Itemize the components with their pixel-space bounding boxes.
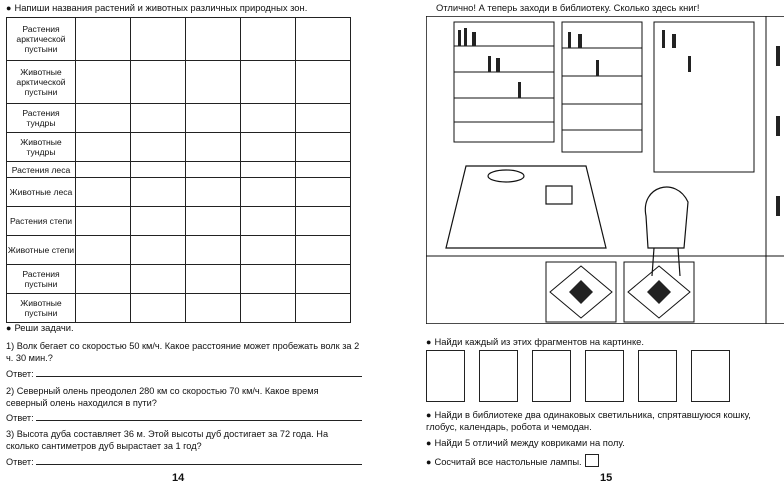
answer-cell[interactable] [296,207,351,236]
task-solve: ● Реши задачи. [6,322,74,333]
bullet-icon: ● [426,410,432,420]
answer-cell[interactable] [131,18,186,61]
row-label: Животные пустыни [7,294,76,323]
answer-cell[interactable] [296,104,351,133]
answer-cell[interactable] [241,104,296,133]
task-lamps: ● Сосчитай все настольные лампы. [426,454,599,468]
answer-cell[interactable] [131,178,186,207]
task-zones: ● Напиши названия растений и животных различных природных зон. [6,2,308,13]
answer-line-1[interactable]: Ответ: [6,367,362,380]
answer-cell[interactable] [241,61,296,104]
row-label: Растения арктической пустыни [7,18,76,61]
answer-cell[interactable] [241,207,296,236]
answer-cell[interactable] [76,133,131,162]
bullet-icon: ● [426,438,432,448]
answer-cell[interactable] [131,207,186,236]
answer-cell[interactable] [76,236,131,265]
fragment-lamp[interactable] [479,350,518,402]
page-number: 14 [172,472,185,484]
zones-table [6,17,351,323]
answer-cell[interactable] [241,178,296,207]
table-row [7,18,351,61]
bullet-icon: ● [6,323,12,333]
answer-cell[interactable] [296,265,351,294]
answer-cell[interactable] [186,265,241,294]
table-row [7,294,351,323]
answer-cell[interactable] [76,162,131,178]
answer-cell[interactable] [131,294,186,323]
row-label: Растения тундры [7,104,76,133]
answer-line-3[interactable]: Ответ: [6,455,362,468]
answer-cell[interactable] [296,178,351,207]
answer-line-2[interactable]: Ответ: [6,411,362,424]
table-row [7,104,351,133]
problem-1: 1) Волк бегает со скоростью 50 км/ч. Какое расстояние может пробежать волк за 2 ч. 30 мин.? [6,341,360,363]
answer-cell[interactable] [296,294,351,323]
fragment-rug[interactable] [585,350,624,402]
task-differences: ● Найди 5 отличий между ковриками на полу. [426,437,625,448]
row-label: Растения пустыни [7,265,76,294]
row-label: Животные леса [7,178,76,207]
answer-cell[interactable] [76,18,131,61]
bullet-icon: ● [6,3,12,13]
answer-cell[interactable] [241,294,296,323]
task-fragments: ● Найди каждый из этих фрагментов на картинке. [426,336,644,347]
answer-cell[interactable] [131,61,186,104]
answer-cell[interactable] [186,104,241,133]
table-row [7,207,351,236]
answer-cell[interactable] [76,61,131,104]
answer-cell[interactable] [296,133,351,162]
answer-cell[interactable] [241,265,296,294]
answer-cell[interactable] [186,18,241,61]
table-row [7,162,351,178]
table-row [7,178,351,207]
answer-cell[interactable] [131,236,186,265]
bullet-icon: ● [426,337,432,347]
answer-cell[interactable] [131,133,186,162]
answer-cell[interactable] [76,178,131,207]
fragment-chair[interactable] [638,350,677,402]
answer-cell[interactable] [76,265,131,294]
row-label: Растения леса [7,162,76,178]
answer-cell[interactable] [296,61,351,104]
answer-cell[interactable] [186,207,241,236]
row-label: Животные тундры [7,133,76,162]
fragment-globe[interactable] [532,350,571,402]
row-label: Животные арктической пустыни [7,61,76,104]
answer-cell[interactable] [241,236,296,265]
table-row [7,236,351,265]
answer-cell[interactable] [131,162,186,178]
answer-cell[interactable] [76,294,131,323]
problem-3: 3) Высота дуба составляет 36 м. Этой высоты дуб достигает за 72 года. На сколько сантиметров дуб вырастает за 1 год? [6,429,329,451]
right-page [392,0,784,488]
answer-cell[interactable] [241,162,296,178]
answer-cell[interactable] [131,104,186,133]
fragment-robot[interactable] [426,350,465,402]
answer-cell[interactable] [76,207,131,236]
table-row [7,133,351,162]
table-row [7,61,351,104]
task-pairs: ● Найди в библиотеке два одинаковых светильника, спрятавшуюся кошку, глобус, календарь, робота и чемодан. [426,409,751,432]
problem-2: 2) Северный олень преодолел 280 км со скоростью 70 км/ч. Какое время северный олень находился в пути? [6,386,319,408]
row-label: Животные степи [7,236,76,265]
answer-cell[interactable] [186,133,241,162]
answer-cell[interactable] [296,162,351,178]
answer-cell[interactable] [296,18,351,61]
answer-cell[interactable] [186,178,241,207]
page-number: 15 [600,472,613,484]
answer-cell[interactable] [186,61,241,104]
answer-cell[interactable] [186,162,241,178]
answer-cell[interactable] [241,133,296,162]
answer-cell[interactable] [186,294,241,323]
answer-cell[interactable] [186,236,241,265]
intro-text: Отлично! А теперь заходи в библиотеку. Сколько здесь книг! [436,2,700,13]
bullet-icon: ● [426,457,432,467]
answer-cell[interactable] [241,18,296,61]
answer-cell[interactable] [296,236,351,265]
fragment-shelf[interactable] [691,350,730,402]
table-row [7,265,351,294]
row-label: Растения степи [7,207,76,236]
answer-box[interactable] [585,454,599,467]
library-illustration [426,16,784,324]
answer-cell[interactable] [131,265,186,294]
answer-cell[interactable] [76,104,131,133]
